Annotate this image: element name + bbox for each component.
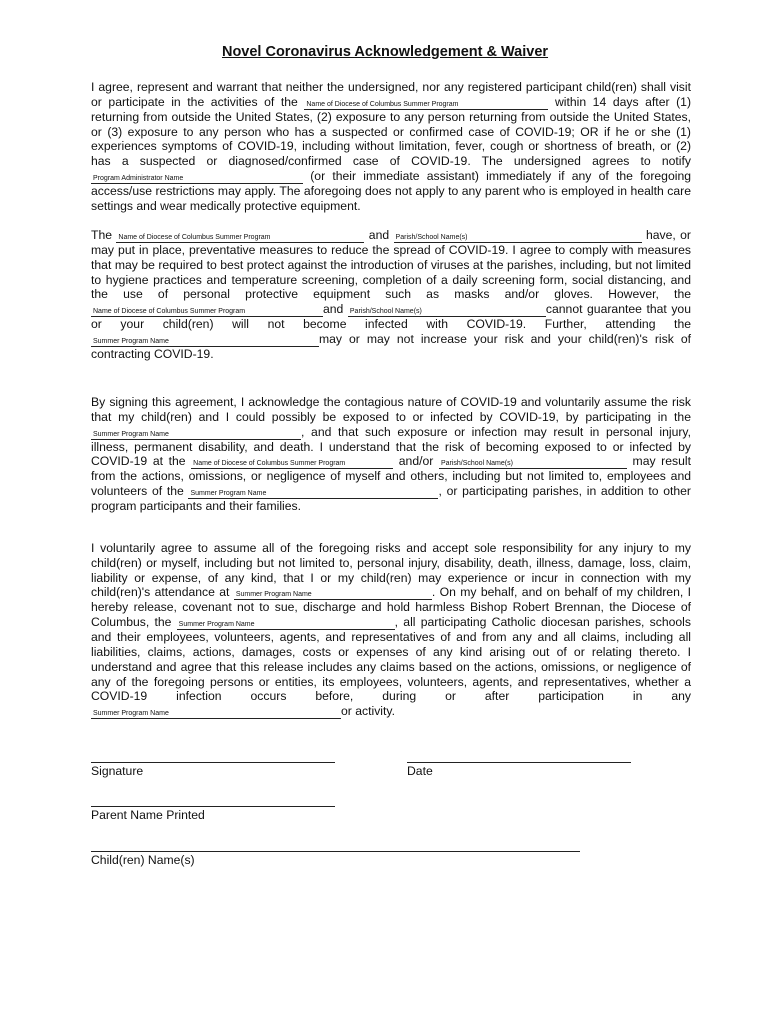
children-names-label: Child(ren) Name(s) bbox=[91, 853, 195, 867]
p1-text-2: within 14 days after (1) returning from outside the United States, (2) exposure to any person returning from outside the United States, or (3) exposure to any person who has a suspected or confirmed case of COVID-19; OR if he or she (1) experiences symptoms of COVID-19, including without limitation, fever, cough or shortness of breath, or (2) has a suspected or diagnosed/confirmed case of COVID-19. The undersigned agrees to notify bbox=[91, 94, 691, 169]
parish-school-name-field[interactable]: Parish/School Name(s) bbox=[348, 307, 546, 317]
date-line[interactable] bbox=[407, 762, 631, 763]
paragraph-preventative-measures bbox=[91, 228, 691, 362]
summer-program-name-field[interactable]: Summer Program Name bbox=[177, 620, 395, 630]
summer-program-name-field[interactable]: Summer Program Name bbox=[91, 337, 319, 347]
program-name-field[interactable]: Name of Diocese of Columbus Summer Program bbox=[191, 459, 393, 469]
parent-name-label: Parent Name Printed bbox=[91, 808, 205, 822]
p3-text-2: , and that such exposure or infection may result in personal injury, illness, permanent disability, and death. I understand that the risk of becoming exposed to or infected by COVID-19 at the bbox=[91, 424, 691, 469]
paragraph-release bbox=[91, 541, 691, 719]
program-name-field[interactable]: Name of Diocese of Columbus Summer Program bbox=[116, 233, 364, 243]
p4-text-2: . On my behalf, and on behalf of my children, I hereby release, covenant not to sue, discharge and hold harmless Bishop Robert Brennan, the Diocese of Columbus, the bbox=[91, 585, 691, 630]
p2-text-4: and bbox=[323, 302, 348, 317]
summer-program-name-field[interactable]: Summer Program Name bbox=[234, 590, 432, 600]
paragraph-restrictions bbox=[91, 80, 691, 214]
p1-text-1: I agree, represent and warrant that neither the undersigned, nor any registered participant child(ren) shall visit or participate in the activities of the bbox=[91, 80, 691, 109]
children-names-line[interactable] bbox=[91, 851, 580, 852]
signature-label: Signature bbox=[91, 764, 144, 778]
parish-school-name-field[interactable]: Parish/School Name(s) bbox=[439, 459, 627, 469]
summer-program-name-field[interactable]: Summer Program Name bbox=[91, 430, 301, 440]
document-title: Novel Coronavirus Acknowledgement & Waiver bbox=[221, 44, 549, 60]
program-name-field[interactable]: Name of Diocese of Columbus Summer Program bbox=[91, 307, 323, 317]
p2-text-1: The bbox=[91, 228, 117, 242]
p3-text-4: may result from the actions, omissions, or negligence of myself and others, including but not limited to, employees and volunteers of the bbox=[91, 454, 691, 499]
p2-text-2: and bbox=[364, 228, 394, 242]
p3-text-1: By signing this agreement, I acknowledge the contagious nature of COVID-19 and voluntarily assume the risk that my child(ren) and I could possibly be exposed to or infected by COVID-19, by participating in the bbox=[91, 395, 691, 424]
p3-text-5: , or participating parishes, in addition to other program participants and their families. bbox=[91, 484, 691, 514]
administrator-name-field[interactable]: Program Administrator Name bbox=[91, 174, 303, 184]
p4-text-3: , all participating Catholic diocesan parishes, schools and their employees, volunteers, agents, and representatives of and from any and all claims, including all liabilities, claims, actions, damages, costs or expenses of any kind arising out of or relating thereto. I understand and agree that this release includes any claims based on the actions, omissions, or negligence of any of the foregoing persons or entities, its employees, volunteers, agents, and representatives, whether a COVID-19 infection occurs before, during or after participation in any bbox=[91, 615, 691, 704]
paragraph-assumption-of-risk bbox=[91, 395, 691, 514]
p2-text-3: have, or may put in place, preventative measures to reduce the spread of COVID-19. I agree to comply with measures that may be required to best protect against the introduction of viruses at the parishes, including, but not limited to hygiene practices and temperature screening, completion of a daily screening form, social distancing, and the use of personal protective equipment such as masks and/or gloves. However, the bbox=[91, 228, 691, 302]
date-label: Date bbox=[407, 764, 433, 778]
p1-text-3: (or their immediate assistant) immediately if any of the foregoing access/use restrictions may apply. The aforegoing does not apply to any parent who is employed in health care settings and wear medically protective equipment. bbox=[91, 168, 691, 213]
summer-program-name-field[interactable]: Summer Program Name bbox=[188, 489, 438, 499]
signature-line[interactable] bbox=[91, 762, 335, 763]
p2-text-6: may or may not increase your risk and your child(ren)'s risk of contracting COVID-19. bbox=[91, 331, 691, 361]
parish-school-name-field[interactable]: Parish/School Name(s) bbox=[394, 233, 642, 243]
p2-text-5: cannot guarantee that you or your child(ren) will not become infected with COVID-19. Further, attending the bbox=[91, 302, 691, 332]
parent-name-line[interactable] bbox=[91, 806, 335, 807]
p4-text-1: I voluntarily agree to assume all of the foregoing risks and accept sole responsibility for any injury to my child(ren) or myself, including but not limited to, personal injury, disability, death, illness, damage, loss, claim, liability or expense, of any kind, that I or my child(ren) may experience or incur in connection with my child(ren)'s attendance at bbox=[91, 541, 691, 600]
program-name-field[interactable]: Name of Diocese of Columbus Summer Program bbox=[304, 100, 548, 110]
p4-text-4: or activity. bbox=[341, 704, 395, 719]
p3-text-3: and/or bbox=[393, 454, 439, 469]
summer-program-name-field[interactable]: Summer Program Name bbox=[91, 709, 341, 719]
